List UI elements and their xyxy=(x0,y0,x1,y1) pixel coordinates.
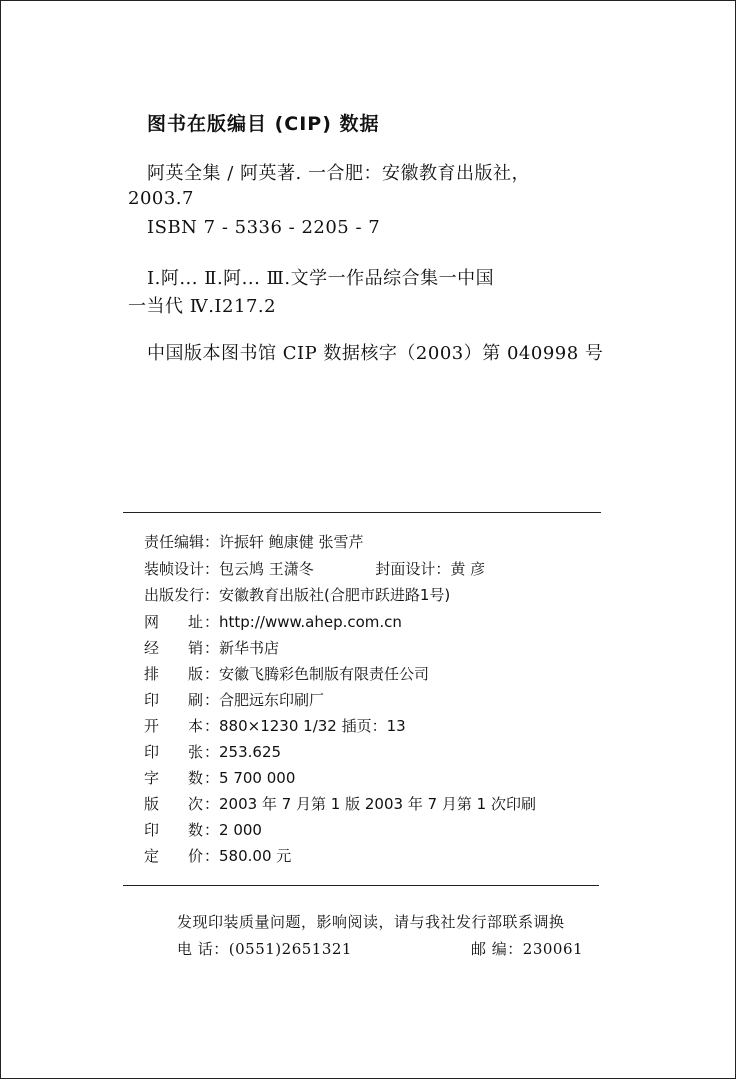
credit-row xyxy=(144,767,295,789)
credit-row xyxy=(144,819,262,841)
credit-editors-label: 责任编辑： xyxy=(144,533,220,551)
credit-row-label-char2: 张 xyxy=(188,743,204,761)
credit-row-value: 新华书店 xyxy=(219,639,280,657)
credit-row-label xyxy=(144,845,204,867)
credit-row-label xyxy=(144,767,204,789)
credit-row xyxy=(144,715,406,737)
credit-row-label-char1: 排 xyxy=(144,665,160,683)
credit-binding-label: 装帧设计： xyxy=(144,560,220,578)
credit-cover-value: 黄 彦 xyxy=(450,560,486,578)
cip-subjects-2: 一当代 Ⅳ.I217.2 xyxy=(128,296,277,317)
credit-row-label xyxy=(144,793,204,815)
credit-row-separator: ： xyxy=(204,821,220,839)
credit-publisher-label: 出版发行： xyxy=(144,586,220,604)
credit-row xyxy=(144,741,281,763)
credit-row-separator: ： xyxy=(204,717,220,735)
credit-row-label xyxy=(144,715,204,737)
credit-row-label xyxy=(144,819,204,841)
credit-publisher xyxy=(144,584,450,606)
credit-row-label-char1: 印 xyxy=(144,691,160,709)
cip-line-title: 阿英全集 / 阿英著. 一合肥：安徽教育出版社， xyxy=(147,163,530,184)
phone-line xyxy=(177,938,352,959)
credit-row xyxy=(144,663,429,685)
credit-row-value: 880×1230 1/32 插页：13 xyxy=(219,717,406,735)
credit-row-label-char1: 定 xyxy=(144,847,160,865)
credit-row-value: 580.00 元 xyxy=(219,847,292,865)
credit-row-separator: ： xyxy=(204,795,220,813)
cip-subjects-1: Ⅰ.阿... Ⅱ.阿... Ⅲ.文学一作品综合集一中国 xyxy=(147,268,495,289)
credit-publisher-value: 安徽教育出版社(合肥市跃进路1号) xyxy=(219,586,451,604)
phone-value: (0551)2651321 xyxy=(228,940,352,958)
credit-row-label-char1: 印 xyxy=(144,821,160,839)
credit-row-value: http://www.ahep.com.cn xyxy=(219,613,402,631)
credit-row-value: 5 700 000 xyxy=(219,769,296,787)
postcode-label: 邮 编： xyxy=(471,940,523,958)
credit-row-value: 安徽飞腾彩色制版有限责任公司 xyxy=(219,665,430,683)
quality-notice: 发现印装质量问题，影响阅读，请与我社发行部联系调换 xyxy=(177,913,565,931)
credit-row-label-char2: 址 xyxy=(188,613,204,631)
credit-row-label xyxy=(144,663,204,685)
credit-row-value: 253.625 xyxy=(219,743,282,761)
credit-row xyxy=(144,689,324,711)
credit-row-label-char1: 网 xyxy=(144,613,160,631)
credit-row-label xyxy=(144,637,204,659)
credit-row-label xyxy=(144,689,204,711)
credit-row-label-char1: 字 xyxy=(144,769,160,787)
divider-top xyxy=(123,512,601,513)
credit-row xyxy=(144,611,402,633)
credit-row-label-char2: 销 xyxy=(188,639,204,657)
credit-row-separator: ： xyxy=(204,743,220,761)
credit-row-label-char2: 价 xyxy=(188,847,204,865)
credit-row-value: 合肥远东印刷厂 xyxy=(219,691,325,709)
credit-editors xyxy=(144,531,364,553)
credit-row xyxy=(144,637,279,659)
credit-row xyxy=(144,793,536,815)
cip-heading: 图书在版编目 (CIP) 数据 xyxy=(147,113,380,135)
credit-cover-label: 封面设计： xyxy=(375,560,451,578)
credit-row-label-char1: 印 xyxy=(144,743,160,761)
credit-row-separator: ： xyxy=(204,847,220,865)
divider-bottom xyxy=(123,885,599,886)
credit-binding-value: 包云鸠 王潇冬 xyxy=(219,560,314,578)
credit-row-separator: ： xyxy=(204,691,220,709)
credit-row-label-char2: 次 xyxy=(188,795,204,813)
credit-row-label-char2: 本 xyxy=(188,717,204,735)
credit-row-label-char1: 版 xyxy=(144,795,160,813)
cip-record-number: 中国版本图书馆 CIP 数据核字（2003）第 040998 号 xyxy=(147,343,604,364)
postcode-value: 230061 xyxy=(522,940,584,958)
credit-row-label-char2: 版 xyxy=(188,665,204,683)
credit-row xyxy=(144,845,291,867)
credit-row-value: 2003 年 7 月第 1 版 2003 年 7 月第 1 次印刷 xyxy=(219,795,536,813)
cip-line-date: 2003.7 xyxy=(128,188,194,209)
credit-row-label-char2: 数 xyxy=(188,769,204,787)
credit-row-label-char2: 数 xyxy=(188,821,204,839)
credit-row-separator: ： xyxy=(204,665,220,683)
credit-row-label xyxy=(144,741,204,763)
cip-isbn: ISBN 7 - 5336 - 2205 - 7 xyxy=(147,217,381,238)
credit-binding xyxy=(144,558,485,580)
credit-row-value: 2 000 xyxy=(219,821,262,839)
credit-row-separator: ： xyxy=(204,639,220,657)
credit-row-label-char1: 经 xyxy=(144,639,160,657)
credit-row-separator: ： xyxy=(204,769,220,787)
credit-row-label xyxy=(144,611,204,633)
credit-row-label-char1: 开 xyxy=(144,717,160,735)
credit-row-separator: ： xyxy=(204,613,220,631)
credit-editors-value: 许振轩 鲍康健 张雪芹 xyxy=(219,533,364,551)
phone-label: 电 话： xyxy=(177,940,229,958)
postcode-line xyxy=(471,938,583,959)
credit-row-label-char2: 刷 xyxy=(188,691,204,709)
